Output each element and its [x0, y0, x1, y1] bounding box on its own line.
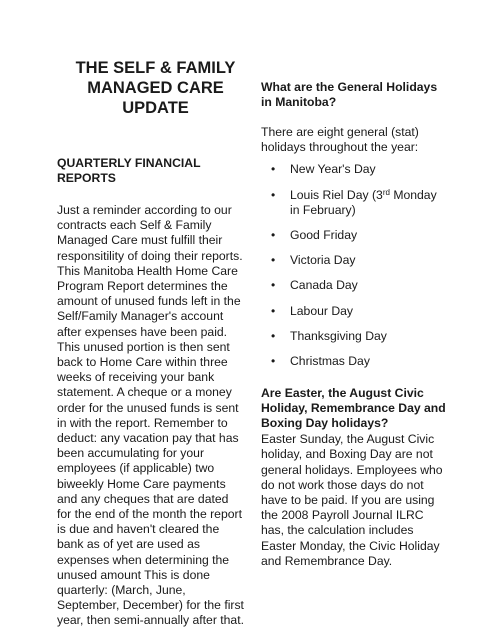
bullet-icon: • [271, 278, 276, 293]
holiday-label: Christmas Day [290, 354, 370, 369]
intro-line: There are eight general (stat) [261, 125, 419, 139]
holiday-label: Victoria Day [290, 253, 356, 268]
text-line: Just a reminder according to our [57, 203, 232, 217]
text-line: bank as of yet are used as [57, 537, 200, 552]
heading-line: Boxing Day holidays? [261, 416, 389, 431]
text-line: been accumulating for your [57, 446, 205, 461]
text-line: holiday, and Boxing Day are not [261, 447, 433, 462]
text-line: statement. A cheque or a money [57, 385, 232, 400]
bullet-icon: • [271, 303, 276, 318]
text-line: year, then semi-annually after that. [57, 613, 244, 628]
heading-line: in Manitoba? [261, 95, 337, 109]
holiday-item-louis-riel-day [261, 188, 446, 218]
text-line: and Remembrance Day. [261, 553, 393, 568]
easter-holidays-body [261, 432, 446, 569]
holiday-item-new-years-day [261, 162, 446, 177]
holiday-label: Labour Day [290, 303, 354, 318]
heading-line: What are the General Holidays [261, 80, 438, 94]
holiday-label: Canada Day [290, 278, 358, 293]
heading-line: REPORTS [57, 171, 116, 185]
text-line: do not work those days do not [261, 477, 424, 492]
text-line: order for the unused funds is sent [57, 400, 239, 415]
easter-holidays-heading [261, 386, 446, 431]
text-line: quarterly: (March, June, [57, 583, 186, 598]
text-line: amount of unused funds left in the [57, 294, 241, 309]
title-line-2: MANAGED CARE [87, 79, 224, 97]
holiday-item-victoria-day [261, 253, 446, 268]
left-column [57, 58, 242, 629]
bullet-icon: • [271, 162, 276, 177]
holiday-label: Good Friday [290, 228, 358, 243]
text-line: This Manitoba Health Home Care [57, 263, 238, 278]
holiday-item-labour-day [261, 304, 446, 319]
holiday-label-rest: Monday [389, 187, 437, 202]
text-line: general holidays. Employees who [261, 462, 443, 477]
holiday-label [290, 188, 446, 203]
text-line: after expenses have been paid. [57, 324, 228, 339]
bullet-icon: • [271, 253, 276, 268]
heading-line: QUARTERLY FINANCIAL [57, 156, 201, 170]
title-line-3: UPDATE [122, 99, 189, 117]
text-line: September, December) for the first [57, 598, 244, 613]
holiday-list [261, 162, 446, 369]
bullet-icon: • [271, 187, 276, 202]
holiday-item-thanksgiving-day [261, 329, 446, 344]
holiday-label-line-2: in February) [290, 202, 356, 217]
text-line: biweekly Home Care payments [57, 476, 226, 491]
bullet-icon: • [271, 354, 276, 369]
text-line: Managed Care must fulfill their [57, 233, 223, 248]
text-line: the 2008 Payroll Journal ILRC [261, 508, 424, 523]
holiday-item-christmas-day [261, 354, 446, 369]
text-line: weeks of receiving your bank [57, 370, 215, 385]
text-line: and any cheques that are dated [57, 491, 229, 506]
text-line: Program Report determines the [57, 279, 228, 294]
heading-line: Holiday, Remembrance Day and [261, 401, 446, 416]
general-holidays-intro [261, 125, 446, 155]
text-line: employees (if applicable) two [57, 461, 215, 476]
newsletter-title [57, 58, 242, 118]
bullet-icon: • [271, 228, 276, 243]
holiday-item-good-friday [261, 228, 446, 243]
text-line: for the end of the month the report [57, 507, 242, 522]
text-line: expenses when determining the [57, 552, 230, 567]
text-line: contracts each Self & Family [57, 218, 212, 233]
text-line: Easter Sunday, the August Civic [261, 432, 435, 447]
text-line: responsitility of doing their reports. [57, 248, 243, 263]
general-holidays-heading [261, 80, 446, 110]
right-column [261, 80, 446, 569]
quarterly-reports-heading [57, 156, 242, 186]
heading-line: Are Easter, the August Civic [261, 386, 424, 401]
text-line: has, the calculation includes [261, 523, 414, 538]
holiday-label-main: Louis Riel Day (3 [290, 187, 383, 202]
title-line-1: THE SELF & FAMILY [75, 59, 236, 77]
holiday-label: Thanksgiving Day [290, 328, 387, 343]
text-line: This unused portion is then sent [57, 339, 230, 354]
text-line: Easter Monday, the Civic Holiday [261, 538, 440, 553]
text-line: in with the report. Remember to [57, 415, 228, 430]
holiday-label: New Year's Day [290, 162, 376, 177]
text-line: unused amount This is done [57, 567, 210, 582]
holiday-item-canada-day [261, 278, 446, 293]
bullet-icon: • [271, 328, 276, 343]
text-line: Self/Family Manager's account [57, 309, 224, 324]
text-line: is due and haven't cleared the [57, 522, 220, 537]
text-line: deduct: any vacation pay that has [57, 431, 239, 446]
text-line: have to be paid. If you are using [261, 493, 435, 508]
quarterly-reports-body [57, 203, 242, 629]
intro-line: holidays throughout the year: [261, 140, 419, 155]
text-line: back to Home Care within three [57, 355, 228, 370]
ordinal-suffix: rd [382, 187, 390, 197]
